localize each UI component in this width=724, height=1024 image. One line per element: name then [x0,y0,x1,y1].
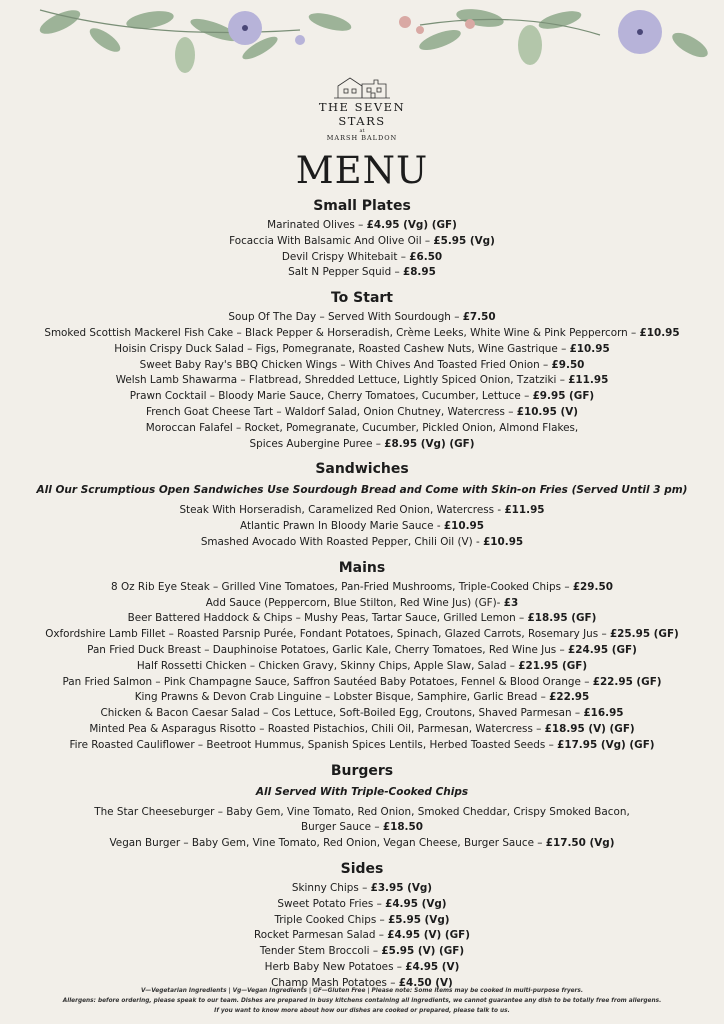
menu-item [0,596,724,612]
item-text: Fire Roasted Cauliflower – Beetroot Hummus, Spanish Spices Lentils, Herbed Toasted Seeds – [69,738,558,751]
item-text: 8 Oz Rib Eye Steak – Grilled Vine Tomatoes, Pan-Fried Mushrooms, Triple-Cooked Chips – [111,580,573,593]
item-text: Chicken & Bacon Caesar Salad – Cos Lettuce, Soft-Boiled Egg, Croutons, Shaved Parmesan – [100,707,584,720]
item-text: Focaccia With Balsamic And Olive Oil – [229,234,434,247]
item-text: Soup Of The Day – Served With Sourdough – [228,311,463,324]
item-price: £11.95 [504,504,545,517]
item-price: £29.50 [572,580,613,593]
item-price: £3 [503,596,519,609]
item-text: Marinated Olives – [267,219,367,231]
item-price: £4.95 (V) (GF) [387,929,471,942]
menu-item [0,820,724,836]
menu-item [0,535,724,551]
menu-item [0,250,724,266]
menu-item [0,913,724,929]
item-text: Oxfordshire Lamb Fillet – Roasted Parsnip Purée, Fondant Potatoes, Spinach, Glazed Carrots, Rosemary Jus – [45,628,610,641]
item-price: £4.95 (V) [405,960,460,973]
item-text: Smashed Avocado With Roasted Pepper, Chili Oil (V) - [200,535,484,548]
item-price: £10.95 [443,520,484,533]
section-mains [0,558,724,754]
menu-item [0,265,724,281]
section-subtitle: All Served With Triple-Cooked Chips [255,785,469,798]
menu-item [0,805,724,821]
menu-item [0,326,724,342]
menu-item [0,503,724,519]
item-text: The Star Cheeseburger – Baby Gem, Vine Tomato, Red Onion, Smoked Cheddar, Crispy Smoked Bacon, [94,805,630,818]
item-text: Vegan Burger – Baby Gem, Vine Tomato, Red Onion, Vegan Cheese, Burger Sauce – [109,837,546,850]
menu-item [0,675,724,691]
item-price: £17.95 (Vg) (GF) [557,738,655,751]
footer-line-2: Allergens: before ordering, please speak to our team. Dishes are prepared in busy kitchens containing all ingredients, we cannot guarantee any dish to be totally free from allergens. [62,998,662,1004]
item-text: Pan Fried Duck Breast – Dauphinoise Potatoes, Garlic Kale, Cherry Tomatoes, Red Wine Jus – [87,643,569,656]
menu-item [0,389,724,405]
menu-item [0,405,724,421]
item-text: Half Rossetti Chicken – Chicken Gravy, Skinny Chips, Apple Slaw, Salad – [136,659,519,672]
item-price: £8.95 (Vg) (GF) [384,437,475,450]
item-price: £24.95 (GF) [568,643,637,656]
menu-item [0,580,724,596]
menu-item [0,690,724,706]
menu-item [0,836,724,852]
menu-item [0,421,724,437]
menu-item [0,881,724,897]
section-heading: Small Plates [313,198,411,214]
item-text: Steak With Horseradish, Caramelized Red Onion, Watercress - [179,504,505,517]
item-price: £17.50 (Vg) [545,837,615,850]
page-title: MENU [295,149,429,192]
item-price: £6.50 [409,250,443,263]
menu-item [0,373,724,389]
item-text: Triple Cooked Chips – [274,913,389,926]
section-heading: Mains [338,559,386,576]
section-sandwiches [0,459,724,550]
section-to-start [0,288,724,452]
logo-line-1: THE SEVEN [318,100,406,114]
item-price: £22.95 (GF) [592,675,662,688]
menu-item [0,643,724,659]
item-text: Tender Stem Broccoli – [259,945,382,958]
item-text: Minted Pea & Asparagus Risotto – Roasted Pistachios, Chili Oil, Parmesan, Watercress – [89,722,545,735]
item-price: £4.95 (Vg) [385,897,447,910]
section-sides [0,859,724,992]
item-text: Burger Sauce – [301,821,383,834]
item-text: Smoked Scottish Mackerel Fish Cake – Black Pepper & Horseradish, Crème Leeks, White Wine & Pink Peppercorn – [44,326,640,339]
item-price: £21.95 (GF) [518,659,588,672]
section-burgers [0,761,724,852]
menu-item [0,627,724,643]
item-text: Salt N Pepper Squid – [288,266,403,279]
logo-line-3: at [359,128,365,134]
section-heading: Burgers [330,762,394,779]
item-text: Sweet Baby Ray's BBQ Chicken Wings – With Chives And Toasted Fried Onion – [139,358,552,371]
menu-item [0,722,724,738]
item-text: Rocket Parmesan Salad – [253,929,388,942]
item-price: £18.50 [382,821,423,834]
item-price: £4.95 (Vg) (GF) [366,219,457,231]
footer-line-1: V—Vegetarian Ingredients | Vg—Vegan Ingredients | GF—Gluten Free | Please note: Some items may be cooked in multi-purpose fryers. [140,988,584,994]
item-text: Moroccan Falafel – Rocket, Pomegranate, Cucumber, Pickled Onion, Almond Flakes, [145,421,579,434]
menu-item [0,437,724,453]
menu-item [0,218,724,234]
pub-building-icon [332,74,392,100]
menu-item [0,960,724,976]
item-text: Herb Baby New Potatoes – [264,960,406,973]
section-small-plates [0,196,724,281]
item-price: £5.95 (Vg) [433,234,495,247]
menu-content [0,196,724,998]
logo-line-2: STARS [338,114,386,128]
item-text: Champ Mash Potatoes – [271,976,399,989]
logo-line-4: MARSH BALDON [326,134,398,142]
item-text: Pan Fried Salmon – Pink Champagne Sauce, Saffron Sautéed Baby Potatoes, Fennel & Blood Orange – [62,675,593,688]
item-price: £10.95 [639,326,680,339]
item-text: Skinny Chips – [291,881,371,894]
item-text: Add Sauce (Peppercorn, Blue Stilton, Red Wine Jus) (GF)- [205,596,504,609]
menu-item [0,928,724,944]
menu-item [0,944,724,960]
item-text: Spices Aubergine Puree – [249,437,385,450]
item-price: £11.95 [568,374,609,387]
item-text: Beer Battered Haddock & Chips – Mushy Peas, Tartar Sauce, Grilled Lemon – [127,612,528,625]
item-price: £22.95 [549,691,590,704]
item-price: £8.95 [402,266,436,279]
item-price: £3.95 (Vg) [370,881,433,894]
item-text: Atlantic Prawn In Bloody Marie Sauce - [240,520,444,533]
item-price: £10.95 [569,342,610,355]
menu-item [0,342,724,358]
section-subtitle: All Our Scrumptious Open Sandwiches Use Sourdough Bread and Come with Skin-on Fries (Served Until 3 pm) [36,484,688,497]
menu-item [0,897,724,913]
item-text: Welsh Lamb Shawarma – Flatbread, Shredded Lettuce, Lightly Spiced Onion, Tzatziki – [115,374,569,387]
item-price: £10.95 (V) [516,405,578,418]
item-price: £9.50 [551,358,585,371]
item-price: £25.95 (GF) [609,628,679,641]
restaurant-logo [0,74,724,142]
item-price: £4.50 (V) [398,976,453,989]
allergen-footer [0,986,724,1016]
item-price: £18.95 (V) (GF) [544,722,635,735]
section-heading: Sandwiches [315,461,409,478]
menu-item [0,234,724,250]
footer-line-3: If you want to know more about how our dishes are cooked or prepared, please talk to us. [214,1008,510,1014]
item-text: Devil Crispy Whitebait – [281,250,410,263]
item-text: King Prawns & Devon Crab Linguine – Lobster Bisque, Samphire, Garlic Bread – [134,691,550,704]
menu-item [0,358,724,374]
menu-item [0,738,724,754]
item-text: French Goat Cheese Tart – Waldorf Salad, Onion Chutney, Watercress – [146,405,517,418]
menu-item [0,310,724,326]
item-price: £5.95 (Vg) [388,913,450,926]
item-price: £5.95 (V) (GF) [381,945,465,958]
item-price: £10.95 [483,535,524,548]
item-text: Prawn Cocktail – Bloody Marie Sauce, Cherry Tomatoes, Cucumber, Lettuce – [129,390,533,403]
floral-header-decoration [0,0,724,80]
menu-item [0,519,724,535]
item-text: Sweet Potato Fries – [277,897,386,910]
item-price: £16.95 [583,707,624,720]
item-price: £9.95 (GF) [532,390,595,403]
menu-item [0,611,724,627]
item-price: £18.95 (GF) [527,612,597,625]
menu-item [0,706,724,722]
item-price: £7.50 [462,311,496,324]
section-heading: Sides [340,860,384,877]
menu-item [0,659,724,675]
section-heading: To Start [330,290,393,307]
item-text: Hoisin Crispy Duck Salad – Figs, Pomegranate, Roasted Cashew Nuts, Wine Gastrique – [114,342,570,355]
